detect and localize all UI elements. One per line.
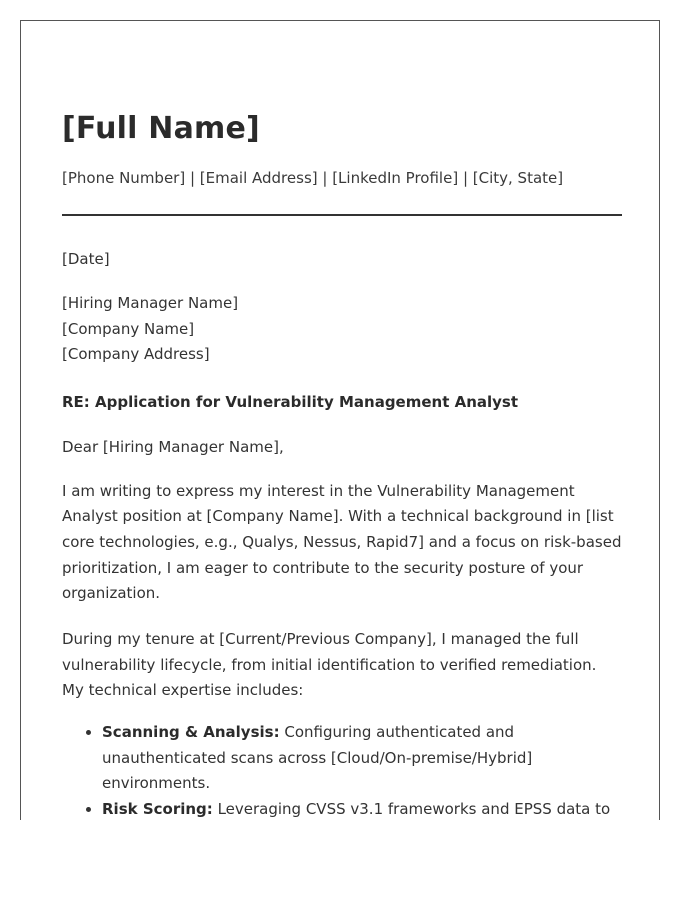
bullet-label: Risk Scoring: — [102, 799, 213, 818]
body-paragraph-2: During my tenure at [Current/Previous Company], I managed the full vulnerability lifecycle, from initial identification to verified remediation. My technical expertise includes: — [62, 630, 597, 700]
recipient-company-address: [Company Address] — [62, 345, 210, 363]
list-item — [102, 720, 622, 797]
recipient-name: [Hiring Manager Name] — [62, 294, 239, 312]
bullet-text: Leveraging CVSS v3.1 frameworks and EPSS data to — [217, 799, 611, 818]
contact-line: [Phone Number] | [Email Address] | [LinkedIn Profile] | [City, State] — [62, 169, 564, 187]
list-item — [102, 797, 622, 820]
bullet-label: Scanning & Analysis: — [102, 723, 280, 742]
header-divider — [62, 214, 622, 216]
recipient-company: [Company Name] — [62, 319, 195, 338]
body-paragraph-1: I am writing to express my interest in the Vulnerability Management Analyst position at [Company Name]. With a technical background in [list core technologies, e.g., Qualys, Nessus, Rapid7] and a focus on risk-based prioritization, I am eager to contribute to the security posture of your organization. — [62, 481, 622, 603]
document-content — [62, 109, 622, 820]
salutation: Dear [Hiring Manager Name], — [62, 437, 284, 456]
subject-line: RE: Application for Vulnerability Management Analyst — [62, 392, 519, 411]
applicant-name: [Full Name] — [62, 111, 260, 146]
expertise-list — [62, 720, 622, 820]
bullet-text: Configuring authenticated and unauthenticated scans across [Cloud/On-premise/Hybrid] environments. — [102, 723, 533, 793]
recipient-address — [62, 291, 622, 368]
document-page — [20, 20, 660, 820]
letter-date: [Date] — [62, 250, 110, 268]
